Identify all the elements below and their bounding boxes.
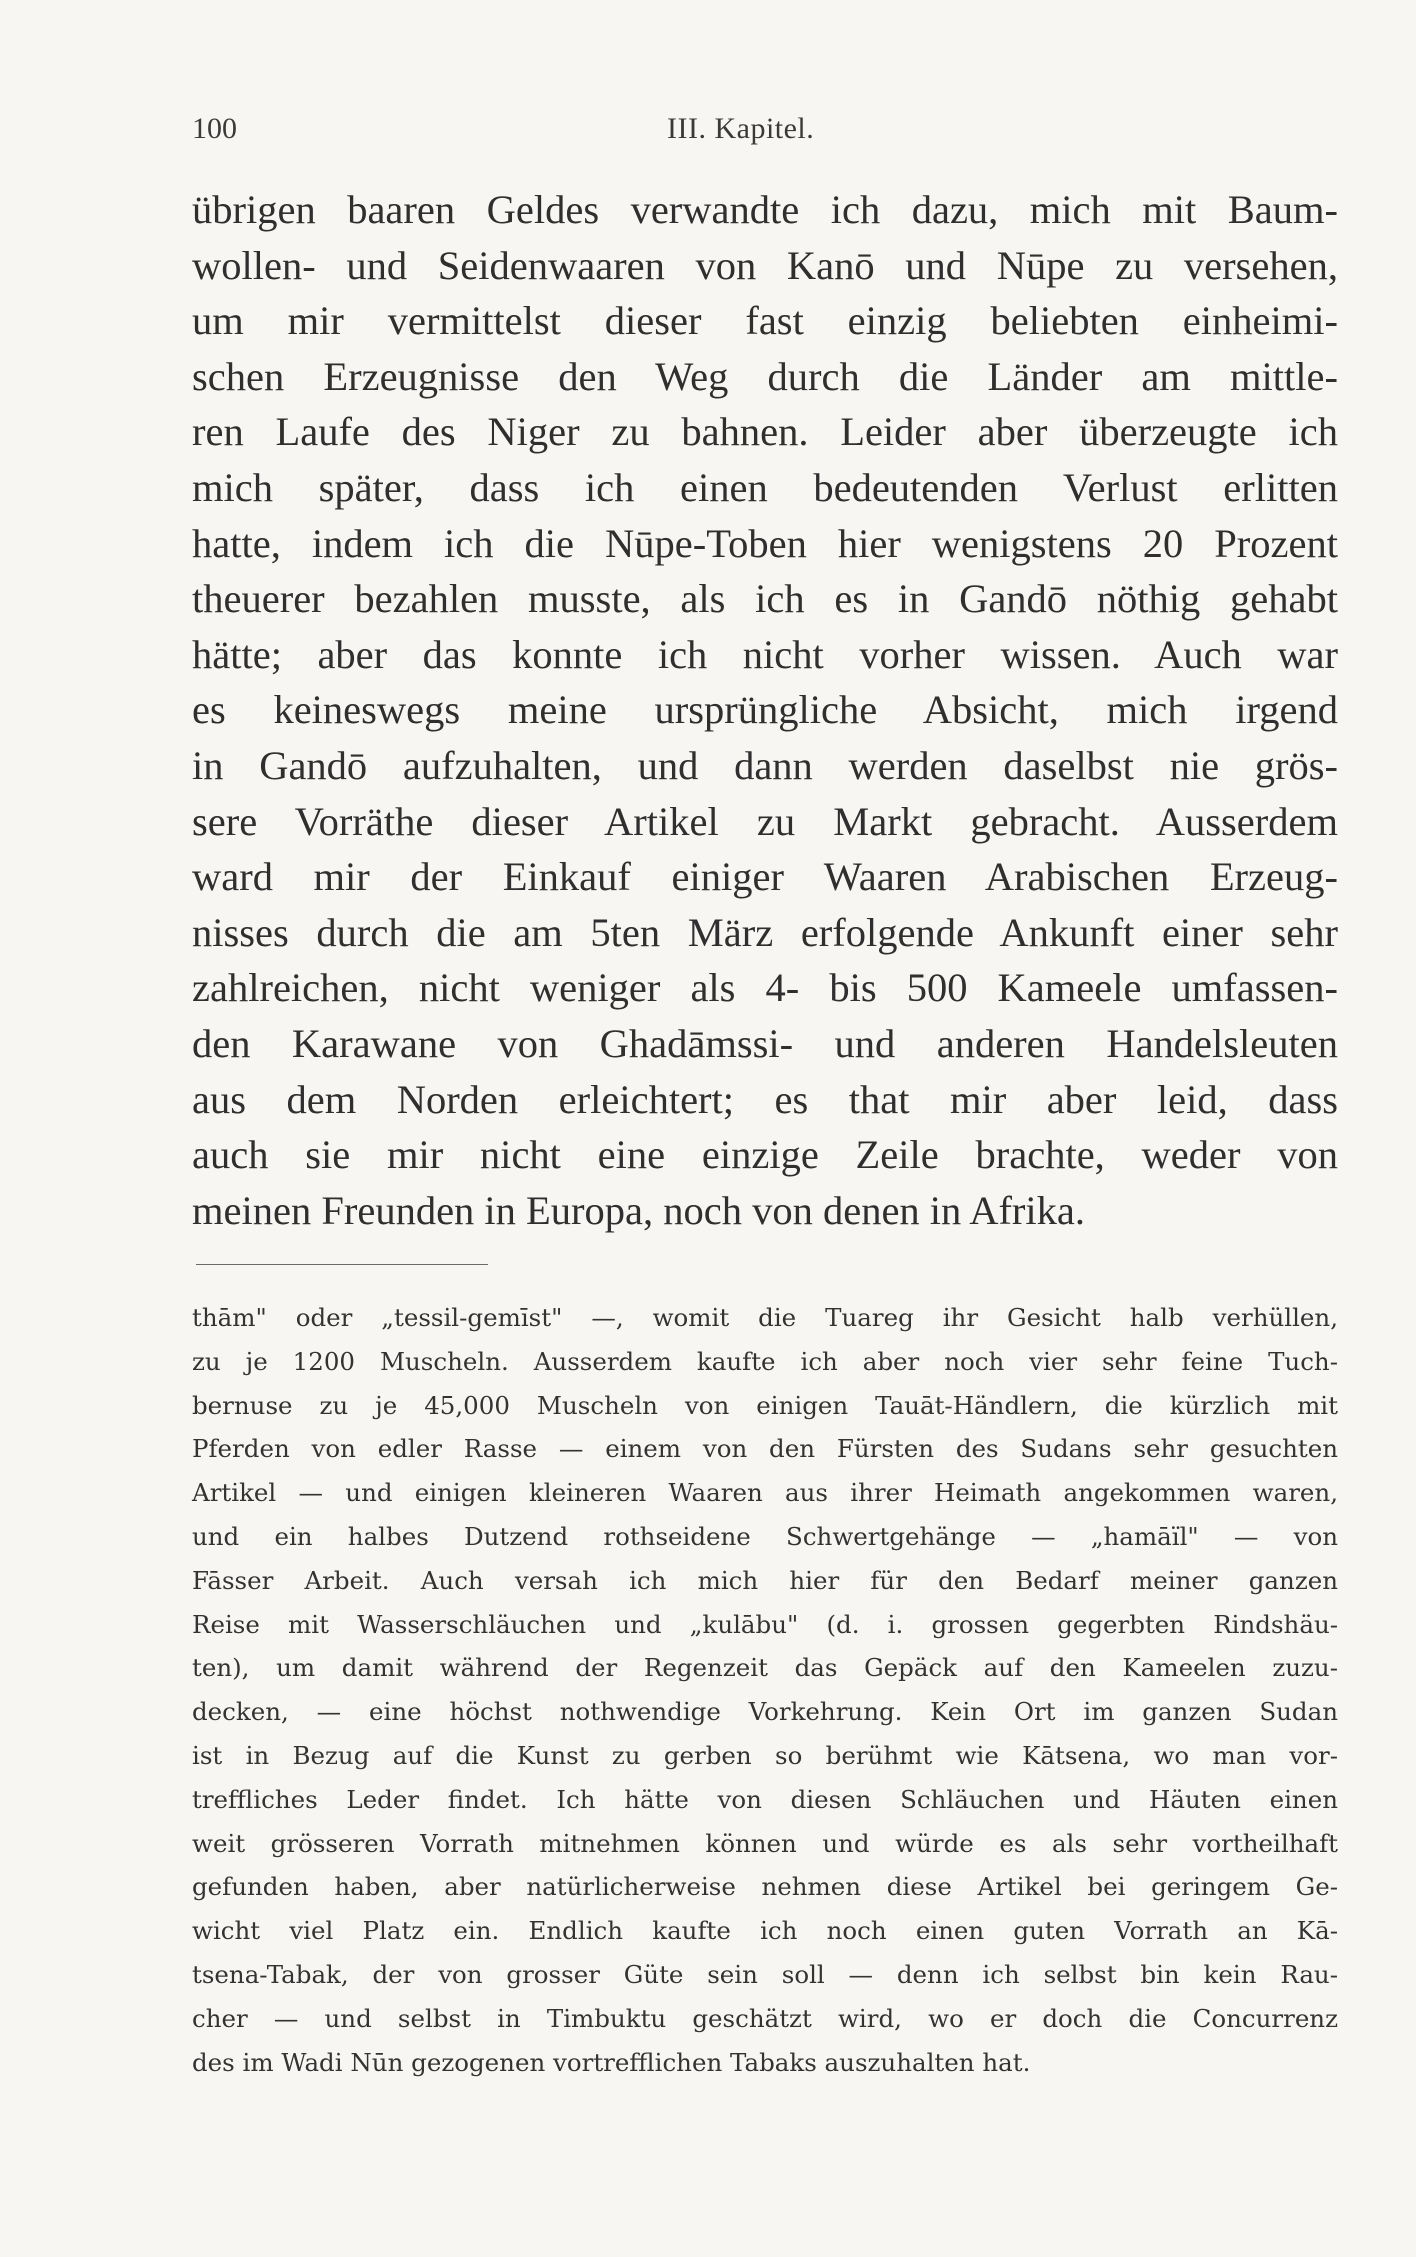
text-line: mich später, dass ich einen bedeutenden Verlust erlitten: [192, 464, 1338, 510]
footnote-line: Fāsser Arbeit. Auch versah ich mich hier für den Bedarf meiner ganzen: [192, 1565, 1338, 1595]
text-line: meinen Freunden in Europa, noch von denen in Afrika.: [192, 1187, 1086, 1233]
footnote-line: cher — und selbst in Timbuktu geschätzt wird, wo er doch die Concurrenz: [192, 2003, 1338, 2033]
text-line: auch sie mir nicht eine einzige Zeile brachte, weder von: [192, 1132, 1338, 1178]
footnote-line: des im Wadi Nūn gezogenen vortrefflichen Tabaks auszuhalten hat.: [192, 2047, 1031, 2077]
text-line: zahlreichen, nicht weniger als 4- bis 500 Kameele umfassen-: [192, 965, 1338, 1011]
footnote-line: ten), um damit während der Regenzeit das Gepäck auf den Kameelen zuzu-: [192, 1653, 1338, 1683]
text-line: um mir vermittelst dieser fast einzig beliebten einheimi-: [192, 298, 1338, 344]
text-line: aus dem Norden erleichtert; es that mir aber leid, dass: [192, 1076, 1338, 1122]
page-header: [192, 112, 1342, 152]
footnote: [192, 1296, 1338, 2084]
text-line: übrigen baaren Geldes verwandte ich dazu, mich mit Baum-: [192, 187, 1338, 232]
footnote-line: gefunden haben, aber natürlicherweise nehmen diese Artikel bei geringem Ge-: [192, 1872, 1338, 1902]
footnote-line: weit grösseren Vorrath mitnehmen können und würde es als sehr vortheilhaft: [192, 1828, 1338, 1858]
footnote-line: Pferden von edler Rasse — einem von den Fürsten des Sudans sehr gesuchten: [192, 1434, 1338, 1464]
text-line: wollen- und Seidenwaaren von Kanō und Nūpe zu versehen,: [192, 242, 1338, 288]
footnote-line: und ein halbes Dutzend rothseidene Schwertgehänge — „hamāïl" — von: [192, 1521, 1338, 1551]
text-line: hätte; aber das konnte ich nicht vorher wissen. Auch war: [192, 631, 1338, 677]
text-line: ward mir der Einkauf einiger Waaren Arabischen Erzeug-: [192, 854, 1338, 900]
text-line: nisses durch die am 5ten März erfolgende Ankunft einer sehr: [192, 909, 1338, 955]
text-line: schen Erzeugnisse den Weg durch die Länder am mittle-: [192, 353, 1338, 399]
text-line: theuerer bezahlen musste, als ich es in Gandō nöthig gehabt: [192, 576, 1338, 622]
footnote-line: decken, — eine höchst nothwendige Vorkehrung. Kein Ort im ganzen Sudan: [192, 1697, 1338, 1727]
text-line: es keineswegs meine ursprüngliche Absicht, mich irgend: [192, 687, 1338, 733]
footnote-line: tsena-Tabak, der von grosser Güte sein soll — denn ich selbst bin kein Rau-: [192, 1959, 1338, 1989]
text-line: hatte, indem ich die Nūpe-Toben hier wenigstens 20 Prozent: [192, 520, 1338, 566]
footnote-line: Reise mit Wasserschläuchen und „kulābu" (d. i. grossen gegerbten Rindshäu-: [192, 1609, 1338, 1639]
text-line: ren Laufe des Niger zu bahnen. Leider aber überzeugte ich: [192, 409, 1338, 455]
text-line: sere Vorräthe dieser Artikel zu Markt gebracht. Ausserdem: [192, 798, 1338, 844]
footnote-line: ist in Bezug auf die Kunst zu gerben so berühmt wie Kātsena, wo man vor-: [192, 1740, 1338, 1770]
footnote-line: wicht viel Platz ein. Endlich kaufte ich noch einen guten Vorrath an Kā-: [192, 1916, 1338, 1946]
footnote-line: bernuse zu je 45,000 Muscheln von einigen Tauāt-Händlern, die kürzlich mit: [192, 1390, 1338, 1420]
running-head: III. Kapitel.: [667, 112, 815, 145]
footnote-line: zu je 1200 Muscheln. Ausserdem kaufte ich aber noch vier sehr feine Tuch-: [192, 1346, 1338, 1376]
page-number: 100: [192, 112, 237, 145]
footnote-separator: [196, 1264, 488, 1265]
footnote-line: thām" oder „tessil-gemīst" —, womit die Tuareg ihr Gesicht halb verhüllen,: [192, 1303, 1338, 1332]
footnote-line: Artikel — und einigen kleineren Waaren aus ihrer Heimath angekommen waren,: [192, 1478, 1338, 1508]
main-text: [192, 182, 1338, 1238]
footnote-line: treffliches Leder findet. Ich hätte von diesen Schläuchen und Häuten einen: [192, 1784, 1338, 1814]
text-line: in Gandō aufzuhalten, und dann werden daselbst nie grös-: [192, 742, 1338, 788]
text-line: den Karawane von Ghadāmssi- und anderen Handelsleuten: [192, 1020, 1338, 1066]
